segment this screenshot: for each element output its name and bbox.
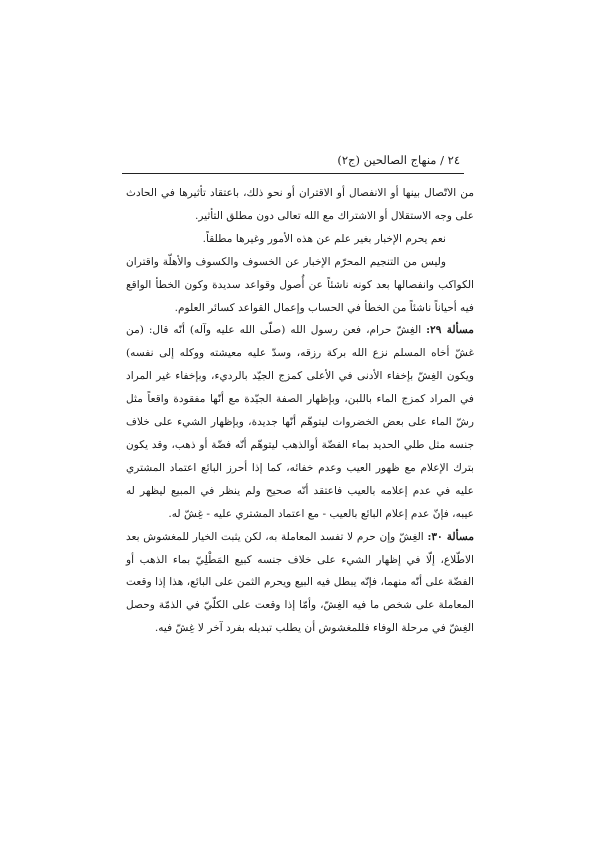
issue-30-label: مسألة ٣٠: [427, 530, 475, 543]
paragraph-prohibition: نعم يحرم الإخبار بغير علم عن هذه الأمور وغيرها مطلقاً. [202, 232, 446, 245]
page-number: ٢٤ [447, 153, 460, 167]
paragraph-continuation: من الاتّصال بينها أو الانفصال أو الاقتران أو نحو ذلك، باعتقاد تأثيرها في الحادث على وجه الاستقلال أو الاشتراك مع الله تعالى دون مطلق التأثير. [126, 187, 474, 222]
body-text [126, 182, 474, 640]
issue-30-text: الغِشّ وإن حرم لا تفسد المعاملة به، لكن يثبت الخيار للمغشوش بعد الاطّلاع، إلّا في إظهار الشيء على خلاف جنسه كبيع المَطْلِيّ بماء الذهب أو الفضّة على أنّه منهما، فإنّه يبطل فيه البيع ويحرم الثمن على البائع، هذا إذا وقعت المعاملة على شخص ما فيه الغِشّ، وأمّا إذا وقعت على الكلّيّ في الذمّة وحصل الغِشّ في مرحلة الوفاء فللمغشوش أن يطلب تبديله بفرد آخر لا غِشّ فيه. [126, 530, 474, 635]
paragraph-astronomy: وليس من التنجيم المحرّم الإخبار عن الخسوف والكسوف والأهلّة واقتران الكواكب وانفصالها بعد كونه ناشئاً عن أُصول وقواعد سديدة وكون الخطأ الواقع فيه أحياناً ناشئاً من الخطأ في الحساب وإعمال القواعد كسائر العلوم. [126, 255, 474, 314]
header-separator: / [440, 153, 444, 167]
issue-29 [126, 319, 474, 525]
issue-29-text: الغِشّ حرام، فعن رسول الله (صلّى الله عليه وآله) أنّه قال: (من غشّ أخاه المسلم نزع الله بركة رزقه، وسدّ عليه معيشته ووكله إلى نفسه) ويكون الغِشّ بإخفاء الأدنى في الأعلى كمزج الجيّد بالرديء، وبإخفاء غير المراد في المراد كمزج الماء باللبن، وبإظهار الصفة الجيّدة مع أنّها مفقودة واقعاً مثل رشّ الماء على بعض الخضروات ليتوهّم أنّها جديدة، وبإظهار الشيء على خلاف جنسه مثل طلي الحديد بماء الفضّة أوالذهب ليتوهّم أنّه فضّة أو ذهب، وقد يكون بترك الإعلام مع ظهور العيب وعدم خفائه، كما إذا أحرز البائع اعتماد المشتري عليه في عدم إعلامه بالعيب فاعتقد أنّه صحيح ولم ينظر في المبيع ليظهر له عيبه، فإنّ عدم إعلام البائع بالعيب - مع اعتماد المشتري عليه - غِشّ له. [126, 324, 474, 520]
header-rule [122, 173, 464, 174]
issue-29-label: مسألة ٢٩: [426, 324, 474, 337]
book-title: منهاج الصالحين (ج٢) [337, 153, 437, 167]
running-header [126, 152, 460, 168]
issue-30 [126, 526, 474, 641]
